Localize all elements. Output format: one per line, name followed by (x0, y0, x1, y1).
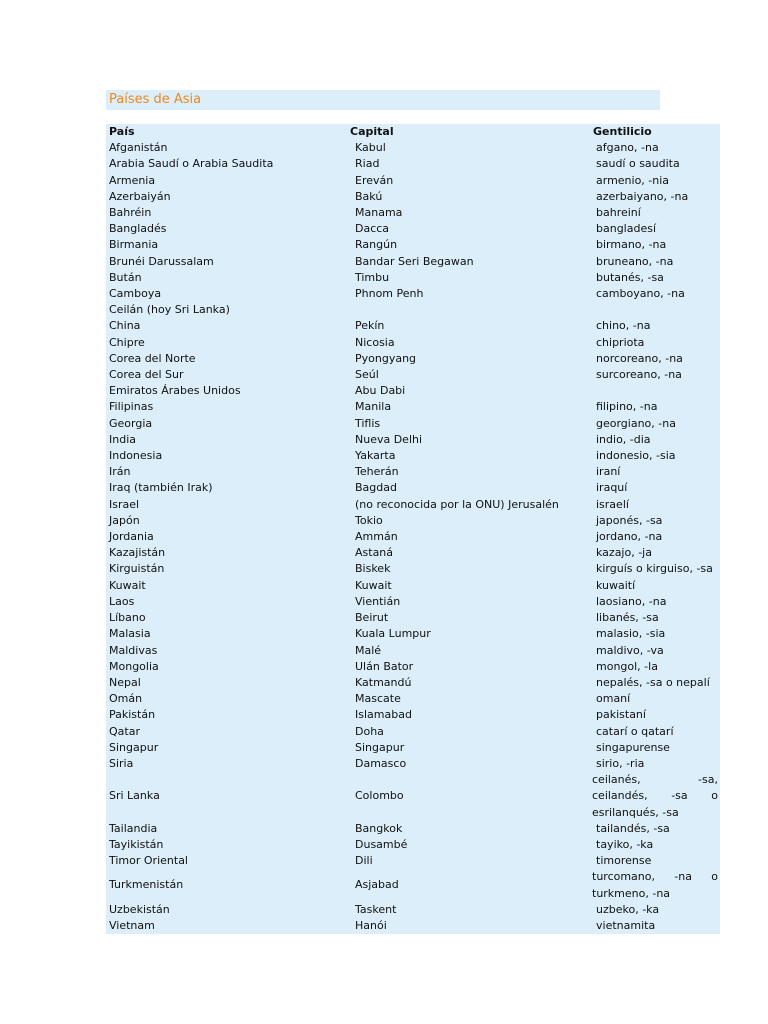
cell-capital: Riad (355, 157, 380, 171)
table-row (106, 432, 720, 448)
gentilicio-line: israelí (596, 497, 629, 511)
gentilicio-line: tayiko, -ka (596, 837, 654, 851)
cell-gentilicio (591, 254, 720, 270)
gentilicio-line: uzbeko, -ka (596, 902, 660, 916)
table-row (106, 302, 720, 318)
cell-pais: Japón (109, 513, 140, 527)
cell-capital: Tokio (355, 513, 383, 527)
cell-capital: Katmandú (355, 675, 412, 689)
cell-pais: Qatar (109, 724, 140, 738)
gentilicio-line: chino, -na (596, 319, 651, 333)
cell-pais: Bután (109, 270, 142, 284)
table-row (106, 237, 720, 253)
cell-pais: Vietnam (109, 918, 155, 932)
cell-pais: Bangladés (109, 222, 167, 236)
cell-gentilicio (591, 659, 720, 675)
gentilicio-line: bangladesí (596, 222, 657, 236)
gentilicio-line: chipriota (596, 335, 645, 349)
cell-gentilicio (591, 545, 720, 561)
cell-capital: Islamabad (355, 708, 412, 722)
cell-capital: Bagdad (355, 481, 397, 495)
table-row (106, 578, 720, 594)
table-row (106, 659, 720, 675)
cell-pais: Brunéi Darussalam (109, 254, 214, 268)
gentilicio-line: iraní (596, 465, 621, 479)
cell-gentilicio (591, 707, 720, 723)
header-capital: Capital (350, 125, 394, 138)
cell-pais: Sri Lanka (109, 789, 160, 803)
cell-pais: Singapur (109, 740, 159, 754)
cell-capital: Biskek (355, 562, 391, 576)
cell-gentilicio (591, 156, 720, 172)
cell-capital: Pekín (355, 319, 385, 333)
cell-pais: Pakistán (109, 708, 156, 722)
gentilicio-line: ceilanés, -sa, (592, 773, 718, 787)
page-title: Países de Asia (106, 90, 660, 110)
gentilicio-line: turcomano, -na o (592, 870, 718, 884)
cell-pais: India (109, 432, 136, 446)
cell-pais: Tayikistán (109, 837, 164, 851)
gentilicio-line: filipino, -na (596, 400, 658, 414)
cell-capital: Doha (355, 724, 384, 738)
cell-capital: Manama (355, 206, 403, 220)
gentilicio-line: maldivo, -va (596, 643, 664, 657)
cell-pais: Tailandia (109, 821, 158, 835)
cell-gentilicio (591, 173, 720, 189)
table-row (106, 610, 720, 626)
cell-capital: Bakú (355, 189, 383, 203)
table-row (106, 837, 720, 853)
gentilicio-line: jordano, -na (596, 530, 663, 544)
cell-gentilicio (591, 853, 720, 869)
table-row (106, 902, 720, 918)
cell-pais: Nepal (109, 675, 141, 689)
cell-pais: Jordania (109, 530, 154, 544)
cell-capital: Tiflis (355, 416, 381, 430)
cell-pais: Georgia (109, 416, 153, 430)
cell-gentilicio (591, 335, 720, 351)
cell-capital: Damasco (355, 756, 407, 770)
table-row (106, 594, 720, 610)
header-gentilicio: Gentilicio (593, 125, 652, 138)
table-row (106, 561, 720, 577)
cell-pais: Israel (109, 497, 140, 511)
cell-capital: Taskent (355, 902, 397, 916)
cell-capital: (no reconocida por la ONU) Jerusalén (355, 497, 559, 511)
gentilicio-line: bruneano, -na (596, 254, 674, 268)
cell-pais: Laos (109, 594, 135, 608)
gentilicio-line: georgiano, -na (596, 416, 676, 430)
cell-capital: Ereván (355, 173, 394, 187)
gentilicio-line: timorense (596, 854, 652, 868)
cell-pais: Camboya (109, 287, 162, 301)
cell-capital: Teherán (355, 465, 399, 479)
cell-pais: Chipre (109, 335, 145, 349)
cell-gentilicio (591, 675, 720, 691)
cell-gentilicio (591, 902, 720, 918)
table-row (106, 772, 720, 821)
cell-gentilicio (591, 772, 720, 821)
table-row (106, 399, 720, 415)
cell-gentilicio (591, 756, 720, 772)
cell-pais: Corea del Norte (109, 351, 196, 365)
table-row (106, 724, 720, 740)
table-row (106, 529, 720, 545)
table-row (106, 675, 720, 691)
cell-gentilicio (591, 643, 720, 659)
cell-gentilicio (591, 594, 720, 610)
gentilicio-line: japonés, -sa (596, 513, 663, 527)
cell-capital: Nueva Delhi (355, 432, 423, 446)
gentilicio-line: camboyano, -na (596, 287, 685, 301)
table-row (106, 480, 720, 496)
gentilicio-line: omaní (596, 692, 631, 706)
gentilicio-line: malasio, -sia (596, 627, 666, 641)
cell-gentilicio (591, 497, 720, 513)
cell-gentilicio (591, 626, 720, 642)
cell-capital: Dili (355, 854, 373, 868)
cell-capital: Dusambé (355, 837, 408, 851)
cell-pais: Siria (109, 756, 134, 770)
cell-gentilicio (591, 691, 720, 707)
cell-gentilicio (591, 869, 720, 901)
gentilicio-line: azerbaiyano, -na (596, 189, 689, 203)
cell-pais: Irán (109, 465, 131, 479)
table-row (106, 205, 720, 221)
table-row (106, 173, 720, 189)
cell-pais: Kuwait (109, 578, 146, 592)
cell-gentilicio (591, 237, 720, 253)
table-row (106, 270, 720, 286)
gentilicio-line: kuwaití (596, 578, 636, 592)
cell-capital: Asjabad (355, 878, 399, 892)
gentilicio-line: kazajo, -ja (596, 546, 652, 560)
cell-gentilicio (591, 318, 720, 334)
gentilicio-line: butanés, -sa (596, 270, 664, 284)
cell-pais: Timor Oriental (109, 854, 188, 868)
cell-capital: Seúl (355, 368, 379, 382)
cell-pais: Corea del Sur (109, 368, 184, 382)
cell-capital: Manila (355, 400, 392, 414)
gentilicio-line: armenio, -nia (596, 173, 670, 187)
countries-table (106, 124, 720, 934)
cell-capital: Pyongyang (355, 351, 417, 365)
cell-capital: Nicosia (355, 335, 395, 349)
cell-capital: Astaná (355, 546, 394, 560)
cell-gentilicio (591, 529, 720, 545)
cell-gentilicio (591, 367, 720, 383)
cell-pais: Indonesia (109, 449, 163, 463)
cell-gentilicio (591, 740, 720, 756)
gentilicio-line: saudí o saudita (596, 157, 680, 171)
cell-capital: Yakarta (355, 449, 396, 463)
gentilicio-line: sirio, -ria (596, 756, 645, 770)
cell-capital: Singapur (355, 740, 405, 754)
cell-gentilicio (591, 189, 720, 205)
table-row (106, 416, 720, 432)
cell-pais: Azerbaiyán (109, 189, 171, 203)
cell-gentilicio (591, 399, 720, 415)
gentilicio-line: turkmeno, -na (592, 886, 671, 900)
cell-pais: Bahréin (109, 206, 152, 220)
gentilicio-line: kirguís o kirguiso, -sa (596, 562, 713, 576)
gentilicio-line: pakistaní (596, 708, 646, 722)
cell-pais: China (109, 319, 141, 333)
gentilicio-line: birmano, -na (596, 238, 667, 252)
table-row (106, 626, 720, 642)
cell-gentilicio (591, 561, 720, 577)
cell-capital: Dacca (355, 222, 390, 236)
cell-capital: Bandar Seri Begawan (355, 254, 474, 268)
table-row (106, 691, 720, 707)
cell-capital: Rangún (355, 238, 398, 252)
cell-pais: Turkmenistán (109, 878, 184, 892)
cell-gentilicio (591, 464, 720, 480)
table-row (106, 513, 720, 529)
cell-capital: Hanói (355, 918, 387, 932)
cell-pais: Kazajistán (109, 546, 166, 560)
table-row (106, 869, 720, 901)
cell-pais: Kirguistán (109, 562, 165, 576)
cell-gentilicio (591, 578, 720, 594)
cell-gentilicio (591, 270, 720, 286)
gentilicio-line: esrilanqués, -sa (592, 805, 679, 819)
cell-pais: Líbano (109, 611, 146, 625)
cell-capital: Kabul (355, 141, 386, 155)
cell-pais: Arabia Saudí o Arabia Saudita (109, 157, 274, 171)
cell-pais: Afganistán (109, 141, 168, 155)
table-row (106, 383, 720, 399)
header-pais: País (109, 125, 135, 138)
cell-pais: Filipinas (109, 400, 154, 414)
cell-capital: Kuala Lumpur (355, 627, 431, 641)
table-row (106, 821, 720, 837)
cell-gentilicio (591, 416, 720, 432)
gentilicio-line: singapurense (596, 740, 670, 754)
cell-pais: Omán (109, 692, 143, 706)
gentilicio-line: surcoreano, -na (596, 368, 682, 382)
table-row (106, 140, 720, 156)
cell-gentilicio (591, 286, 720, 302)
gentilicio-line: catarí o qatarí (596, 724, 674, 738)
table-row (106, 853, 720, 869)
table-row (106, 756, 720, 772)
cell-pais: Emiratos Árabes Unidos (109, 384, 241, 398)
table-row (106, 335, 720, 351)
cell-capital: Kuwait (355, 578, 392, 592)
cell-gentilicio (591, 205, 720, 221)
cell-capital: Colombo (355, 789, 404, 803)
cell-gentilicio (591, 432, 720, 448)
cell-capital: Malé (355, 643, 382, 657)
gentilicio-line: iraquí (596, 481, 628, 495)
cell-gentilicio (591, 610, 720, 626)
table-body (106, 140, 720, 934)
gentilicio-line: vietnamita (596, 918, 656, 932)
cell-capital: Timbu (355, 270, 390, 284)
table-row (106, 545, 720, 561)
gentilicio-line: indonesio, -sia (596, 449, 676, 463)
cell-capital: Bangkok (355, 821, 403, 835)
cell-capital: Ulán Bator (355, 659, 414, 673)
cell-pais: Malasia (109, 627, 151, 641)
table-row (106, 740, 720, 756)
table-row (106, 497, 720, 513)
table-row (106, 318, 720, 334)
cell-capital: Beirut (355, 611, 389, 625)
table-row (106, 156, 720, 172)
gentilicio-line: nepalés, -sa o nepalí (596, 675, 710, 689)
cell-pais: Uzbekistán (109, 902, 170, 916)
cell-capital: Abu Dabi (355, 384, 406, 398)
cell-capital: Phnom Penh (355, 287, 424, 301)
table-row (106, 707, 720, 723)
cell-capital: Vientián (355, 594, 401, 608)
table-row (106, 286, 720, 302)
table-row (106, 189, 720, 205)
cell-gentilicio (591, 221, 720, 237)
gentilicio-line: mongol, -la (596, 659, 658, 673)
table-row (106, 221, 720, 237)
gentilicio-line: ceilandés, -sa o (592, 789, 718, 803)
cell-gentilicio (591, 724, 720, 740)
cell-gentilicio (591, 918, 720, 934)
table-header (106, 124, 720, 140)
gentilicio-line: tailandés, -sa (596, 821, 670, 835)
cell-pais: Birmania (109, 238, 159, 252)
gentilicio-line: indio, -dia (596, 432, 651, 446)
gentilicio-line: norcoreano, -na (596, 351, 683, 365)
cell-pais: Maldivas (109, 643, 158, 657)
table-row (106, 367, 720, 383)
cell-pais: Armenia (109, 173, 156, 187)
cell-capital: Mascate (355, 692, 401, 706)
cell-gentilicio (591, 480, 720, 496)
table-row (106, 918, 720, 934)
gentilicio-line: laosiano, -na (596, 594, 667, 608)
cell-gentilicio (591, 351, 720, 367)
cell-gentilicio (591, 837, 720, 853)
table-row (106, 351, 720, 367)
table-row (106, 254, 720, 270)
cell-gentilicio (591, 513, 720, 529)
cell-gentilicio (591, 140, 720, 156)
cell-pais: Iraq (también Irak) (109, 481, 213, 495)
table-row (106, 643, 720, 659)
gentilicio-line: libanés, -sa (596, 611, 659, 625)
table-row (106, 464, 720, 480)
cell-capital: Ammán (355, 530, 398, 544)
cell-pais: Ceilán (hoy Sri Lanka) (109, 303, 230, 317)
cell-gentilicio (591, 448, 720, 464)
gentilicio-line: bahreiní (596, 206, 641, 220)
gentilicio-line: afgano, -na (596, 141, 659, 155)
cell-pais: Mongolia (109, 659, 159, 673)
table-row (106, 448, 720, 464)
cell-gentilicio (591, 821, 720, 837)
